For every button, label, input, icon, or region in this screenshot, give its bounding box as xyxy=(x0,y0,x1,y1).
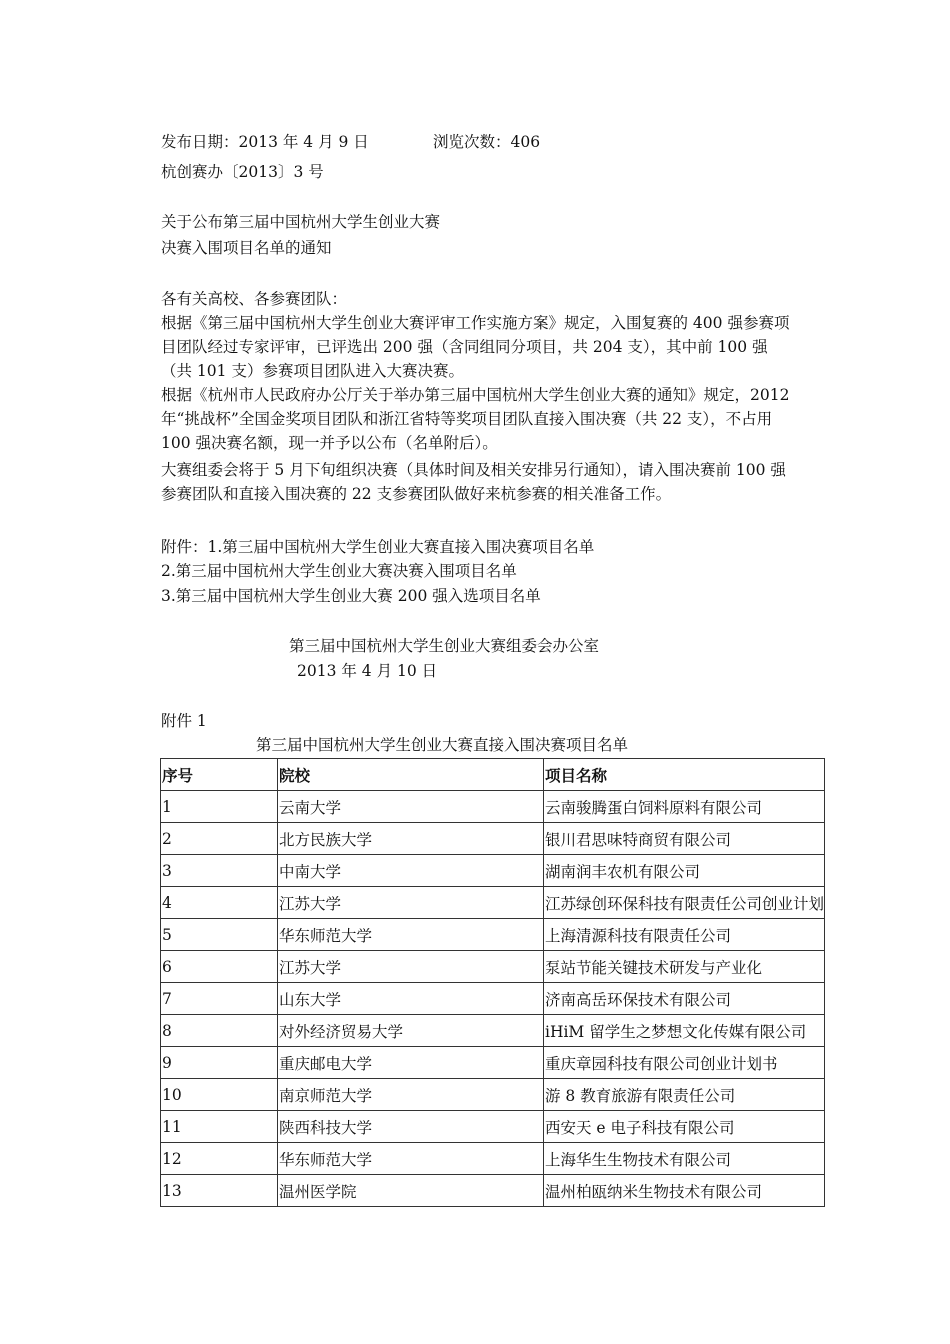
notice-title-line-1: 关于公布第三届中国杭州大学生创业大赛 xyxy=(161,213,441,231)
cell-school: 中南大学 xyxy=(278,855,544,887)
cell-index: 5 xyxy=(161,919,278,951)
cell-project: iHiM 留学生之梦想文化传媒有限公司 xyxy=(544,1015,825,1047)
cell-index: 2 xyxy=(161,823,278,855)
table-row xyxy=(161,1143,825,1175)
cell-index: 7 xyxy=(161,983,278,1015)
attachment-item-2: 2.第三届中国杭州大学生创业大赛决赛入围项目名单 xyxy=(161,562,517,580)
finalist-table xyxy=(160,758,825,1207)
cell-school: 对外经济贸易大学 xyxy=(278,1015,544,1047)
table-row xyxy=(161,1079,825,1111)
cell-project: 重庆章园科技有限公司创业计划书 xyxy=(544,1047,825,1079)
table-header-row xyxy=(161,759,825,791)
cell-project: 江苏绿创环保科技有限责任公司创业计划 xyxy=(544,887,825,919)
table-row xyxy=(161,1175,825,1207)
cell-project: 上海清源科技有限责任公司 xyxy=(544,919,825,951)
annex-label: 附件 1 xyxy=(161,712,207,730)
publish-meta xyxy=(161,130,541,154)
notice-title-line-2: 决赛入围项目名单的通知 xyxy=(161,239,332,257)
cell-project: 西安天 e 电子科技有限公司 xyxy=(544,1111,825,1143)
table-row xyxy=(161,887,825,919)
header-school: 院校 xyxy=(278,759,544,791)
view-count: 浏览次数：406 xyxy=(433,133,541,151)
cell-school: 重庆邮电大学 xyxy=(278,1047,544,1079)
cell-index: 4 xyxy=(161,887,278,919)
cell-project: 上海华生生物技术有限公司 xyxy=(544,1143,825,1175)
cell-school: 江苏大学 xyxy=(278,951,544,983)
cell-school: 陕西科技大学 xyxy=(278,1111,544,1143)
body-paragraph-1: 根据《第三届中国杭州大学生创业大赛评审工作实施方案》规定，入围复赛的 400 强参赛项目团队经过专家评审，已评选出 200 强（含同组同分项目，共 204 支），其中前 100 强（共 101 支）参赛项目团队进入大赛决赛。 xyxy=(161,314,790,381)
cell-school: 北方民族大学 xyxy=(278,823,544,855)
body-paragraph-3: 大赛组委会将于 5 月下旬组织决赛（具体时间及相关安排另行通知），请入围决赛前 100 强参赛团队和直接入围决赛的 22 支参赛团队做好来杭参赛的相关准备工作。 xyxy=(161,461,786,504)
signature-org: 第三届中国杭州大学生创业大赛组委会办公室 xyxy=(289,637,600,655)
attachment-item-3: 3.第三届中国杭州大学生创业大赛 200 强入选项目名单 xyxy=(161,587,541,605)
cell-index: 13 xyxy=(161,1175,278,1207)
table-row xyxy=(161,919,825,951)
cell-school: 南京师范大学 xyxy=(278,1079,544,1111)
cell-school: 江苏大学 xyxy=(278,887,544,919)
cell-index: 1 xyxy=(161,791,278,823)
cell-project: 温州柏瓯纳米生物技术有限公司 xyxy=(544,1175,825,1207)
cell-index: 6 xyxy=(161,951,278,983)
publish-date: 发布日期：2013 年 4 月 9 日 xyxy=(161,133,369,151)
table-row xyxy=(161,791,825,823)
cell-project: 云南骏腾蛋白饲料原料有限公司 xyxy=(544,791,825,823)
cell-school: 华东师范大学 xyxy=(278,1143,544,1175)
cell-index: 11 xyxy=(161,1111,278,1143)
cell-project: 湖南润丰农机有限公司 xyxy=(544,855,825,887)
cell-school: 温州医学院 xyxy=(278,1175,544,1207)
cell-index: 9 xyxy=(161,1047,278,1079)
signature-date: 2013 年 4 月 10 日 xyxy=(297,662,438,680)
table-row xyxy=(161,1015,825,1047)
table-row xyxy=(161,1111,825,1143)
table-row xyxy=(161,983,825,1015)
body-paragraph-2: 根据《杭州市人民政府办公厅关于举办第三届中国杭州大学生创业大赛的通知》规定，2012 年“挑战杯”全国金奖项目团队和浙江省特等奖项目团队直接入围决赛（共 22 支），不占用 100 强决赛名额，现一并予以公布（名单附后）。 xyxy=(161,386,790,453)
cell-school: 云南大学 xyxy=(278,791,544,823)
cell-school: 华东师范大学 xyxy=(278,919,544,951)
table-row xyxy=(161,1047,825,1079)
cell-school: 山东大学 xyxy=(278,983,544,1015)
header-project: 项目名称 xyxy=(544,759,825,791)
table-row xyxy=(161,951,825,983)
cell-project: 济南高岳环保技术有限公司 xyxy=(544,983,825,1015)
table-row xyxy=(161,823,825,855)
greeting: 各有关高校、各参赛团队： xyxy=(161,290,348,308)
cell-project: 银川君思味特商贸有限公司 xyxy=(544,823,825,855)
cell-project: 泵站节能关键技术研发与产业化 xyxy=(544,951,825,983)
header-index: 序号 xyxy=(161,759,278,791)
attachment-item-1: 附件：1.第三届中国杭州大学生创业大赛直接入围决赛项目名单 xyxy=(161,538,595,556)
annex-title: 第三届中国杭州大学生创业大赛直接入围决赛项目名单 xyxy=(256,736,629,754)
cell-project: 游 8 教育旅游有限责任公司 xyxy=(544,1079,825,1111)
doc-number: 杭创赛办〔2013〕3 号 xyxy=(161,163,324,181)
cell-index: 10 xyxy=(161,1079,278,1111)
cell-index: 3 xyxy=(161,855,278,887)
table-row xyxy=(161,855,825,887)
cell-index: 12 xyxy=(161,1143,278,1175)
cell-index: 8 xyxy=(161,1015,278,1047)
